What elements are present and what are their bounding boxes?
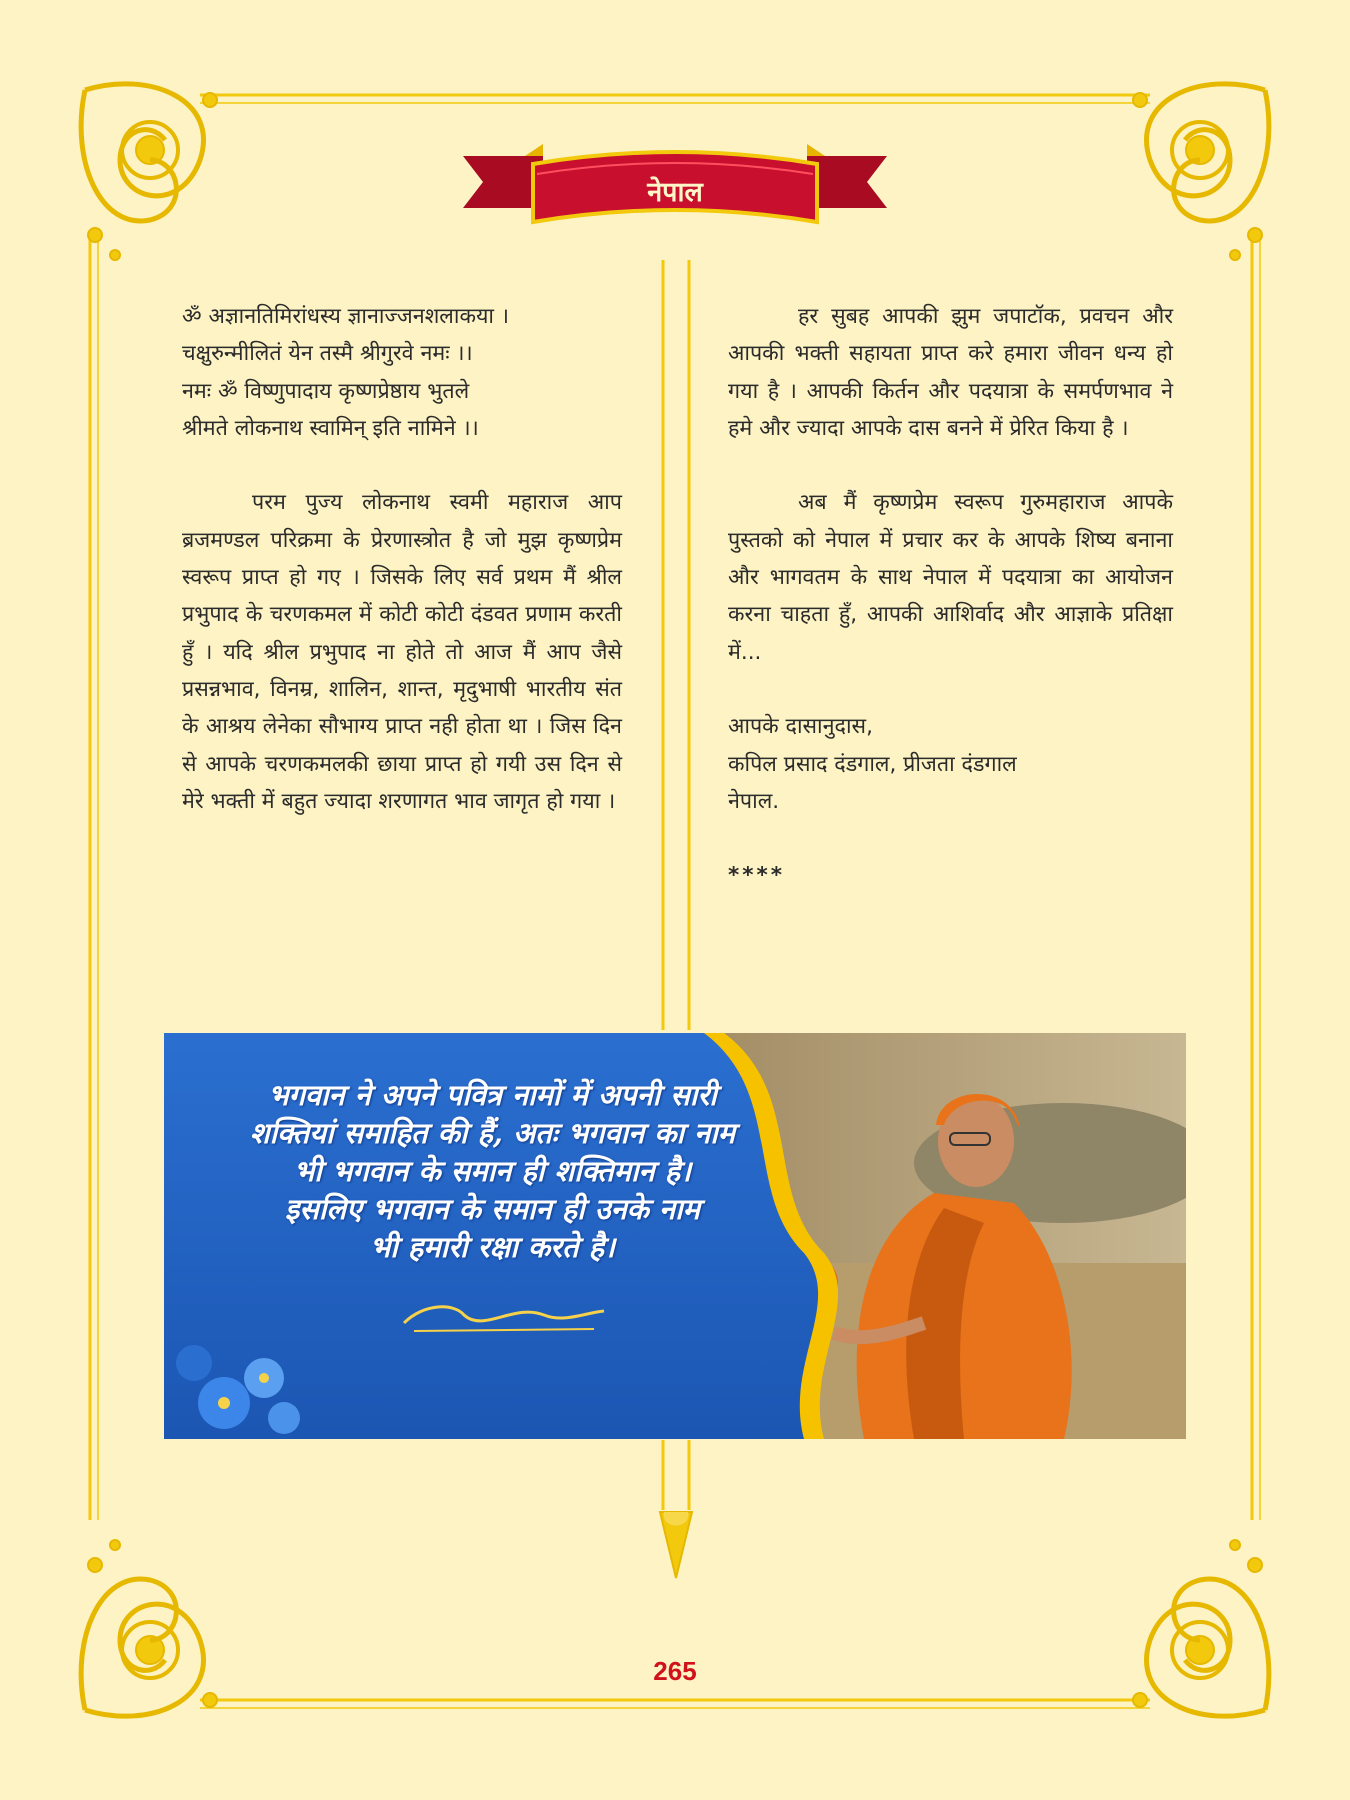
quote-line-1: भगवान ने अपने पवित्र नामों में अपनी सारी — [268, 1078, 717, 1112]
corner-ornament-bottom-left — [81, 1540, 217, 1716]
right-paragraph-1: हर सुबह आपकी झुम जपाटॉक, प्रवचन और आपकी भक्ती सहायता प्राप्त करे हमारा जीवन धन्य हो गया है । आपकी किर्तन और पदयात्रा के समर्पणभाव ने हमे और ज्यादा आपके दास बनने में प्रेरित किया है । — [728, 304, 1173, 441]
signature-line-1: आपके दासानुदास, — [728, 714, 873, 740]
mantra-line-1: ॐ अज्ञानतिमिरांधस्य ज्ञानाज्जनशलाकया । — [182, 304, 509, 329]
corner-ornament-top-right — [1133, 84, 1269, 260]
signature-line-3: नेपाल. — [728, 788, 780, 814]
page-title: नेपाल — [647, 177, 703, 208]
left-paragraph: परम पुज्य लोकनाथ स्वमी महाराज आप ब्रजमण्डल परिक्रमा के प्रेरणास्त्रोत है जो मुझ कृष्णप्रेम स्वरूप प्राप्त हो गए । जिसके लिए सर्व प्रथम मैं श्रील प्रभुपाद के चरणकमल में कोटी कोटी दंडवत प्रणाम करती हुँ । यदि श्रील प्रभुपाद ना होते तो आज मैं आप जैसे प्रसन्नभाव, विनम्र, शालिन, शान्त, मृदुभाषी भारतीय संत के आश्रय लेनेका सौभाग्य प्राप्त नही होता था । जिस दिन से आपके चरणकमलकी छाया प्राप्त हो गयी उस दिन से मेरे भक्ती में बहुत ज्यादा शरणागत भाव जागृत हो गया । — [182, 490, 622, 814]
mantra-line-3: नमः ॐ विष्णुपादाय कृष्णप्रेष्ठाय भुतले — [182, 378, 470, 404]
quote-text — [190, 1076, 795, 1266]
left-column — [182, 298, 622, 820]
corner-ornament-top-left — [81, 84, 217, 260]
mantra-line-4: श्रीमते लोकनाथ स्वामिन् इति नामिने ।। — [182, 415, 479, 441]
signature-line-2: कपिल प्रसाद दंडगाल, प्रीजता दंडगाल — [728, 751, 1017, 777]
quote-line-4: इसलिए भगवान के समान ही उनके नाम — [284, 1192, 701, 1226]
closing-stars: **** — [728, 863, 785, 889]
page-number: 265 — [653, 1656, 697, 1686]
quote-line-5: भी हमारी रक्षा करते है। — [369, 1230, 616, 1264]
mantra-line-2: चक्षुरुन्मीलितं येन तस्मै श्रीगुरवे नमः ।। — [182, 341, 473, 367]
quote-line-2: शक्तियां समाहित की हैं, अतः भगवान का नाम — [249, 1116, 736, 1150]
right-paragraph-2: अब मैं कृष्णप्रेम स्वरूप गुरुमहाराज आपके पुस्तको को नेपाल में प्रचार कर के आपके शिष्य बनाना और भागवतम के साथ नेपाल में पदयात्रा का आयोजन करना चाहता हुँ, आपकी आशिर्वाद और आज्ञाके प्रतिक्षा में... — [728, 490, 1173, 665]
corner-ornament-bottom-right — [1133, 1540, 1269, 1716]
right-column — [728, 298, 1173, 895]
quote-line-3: भी भगवान के समान ही शक्तिमान है। — [293, 1154, 692, 1188]
